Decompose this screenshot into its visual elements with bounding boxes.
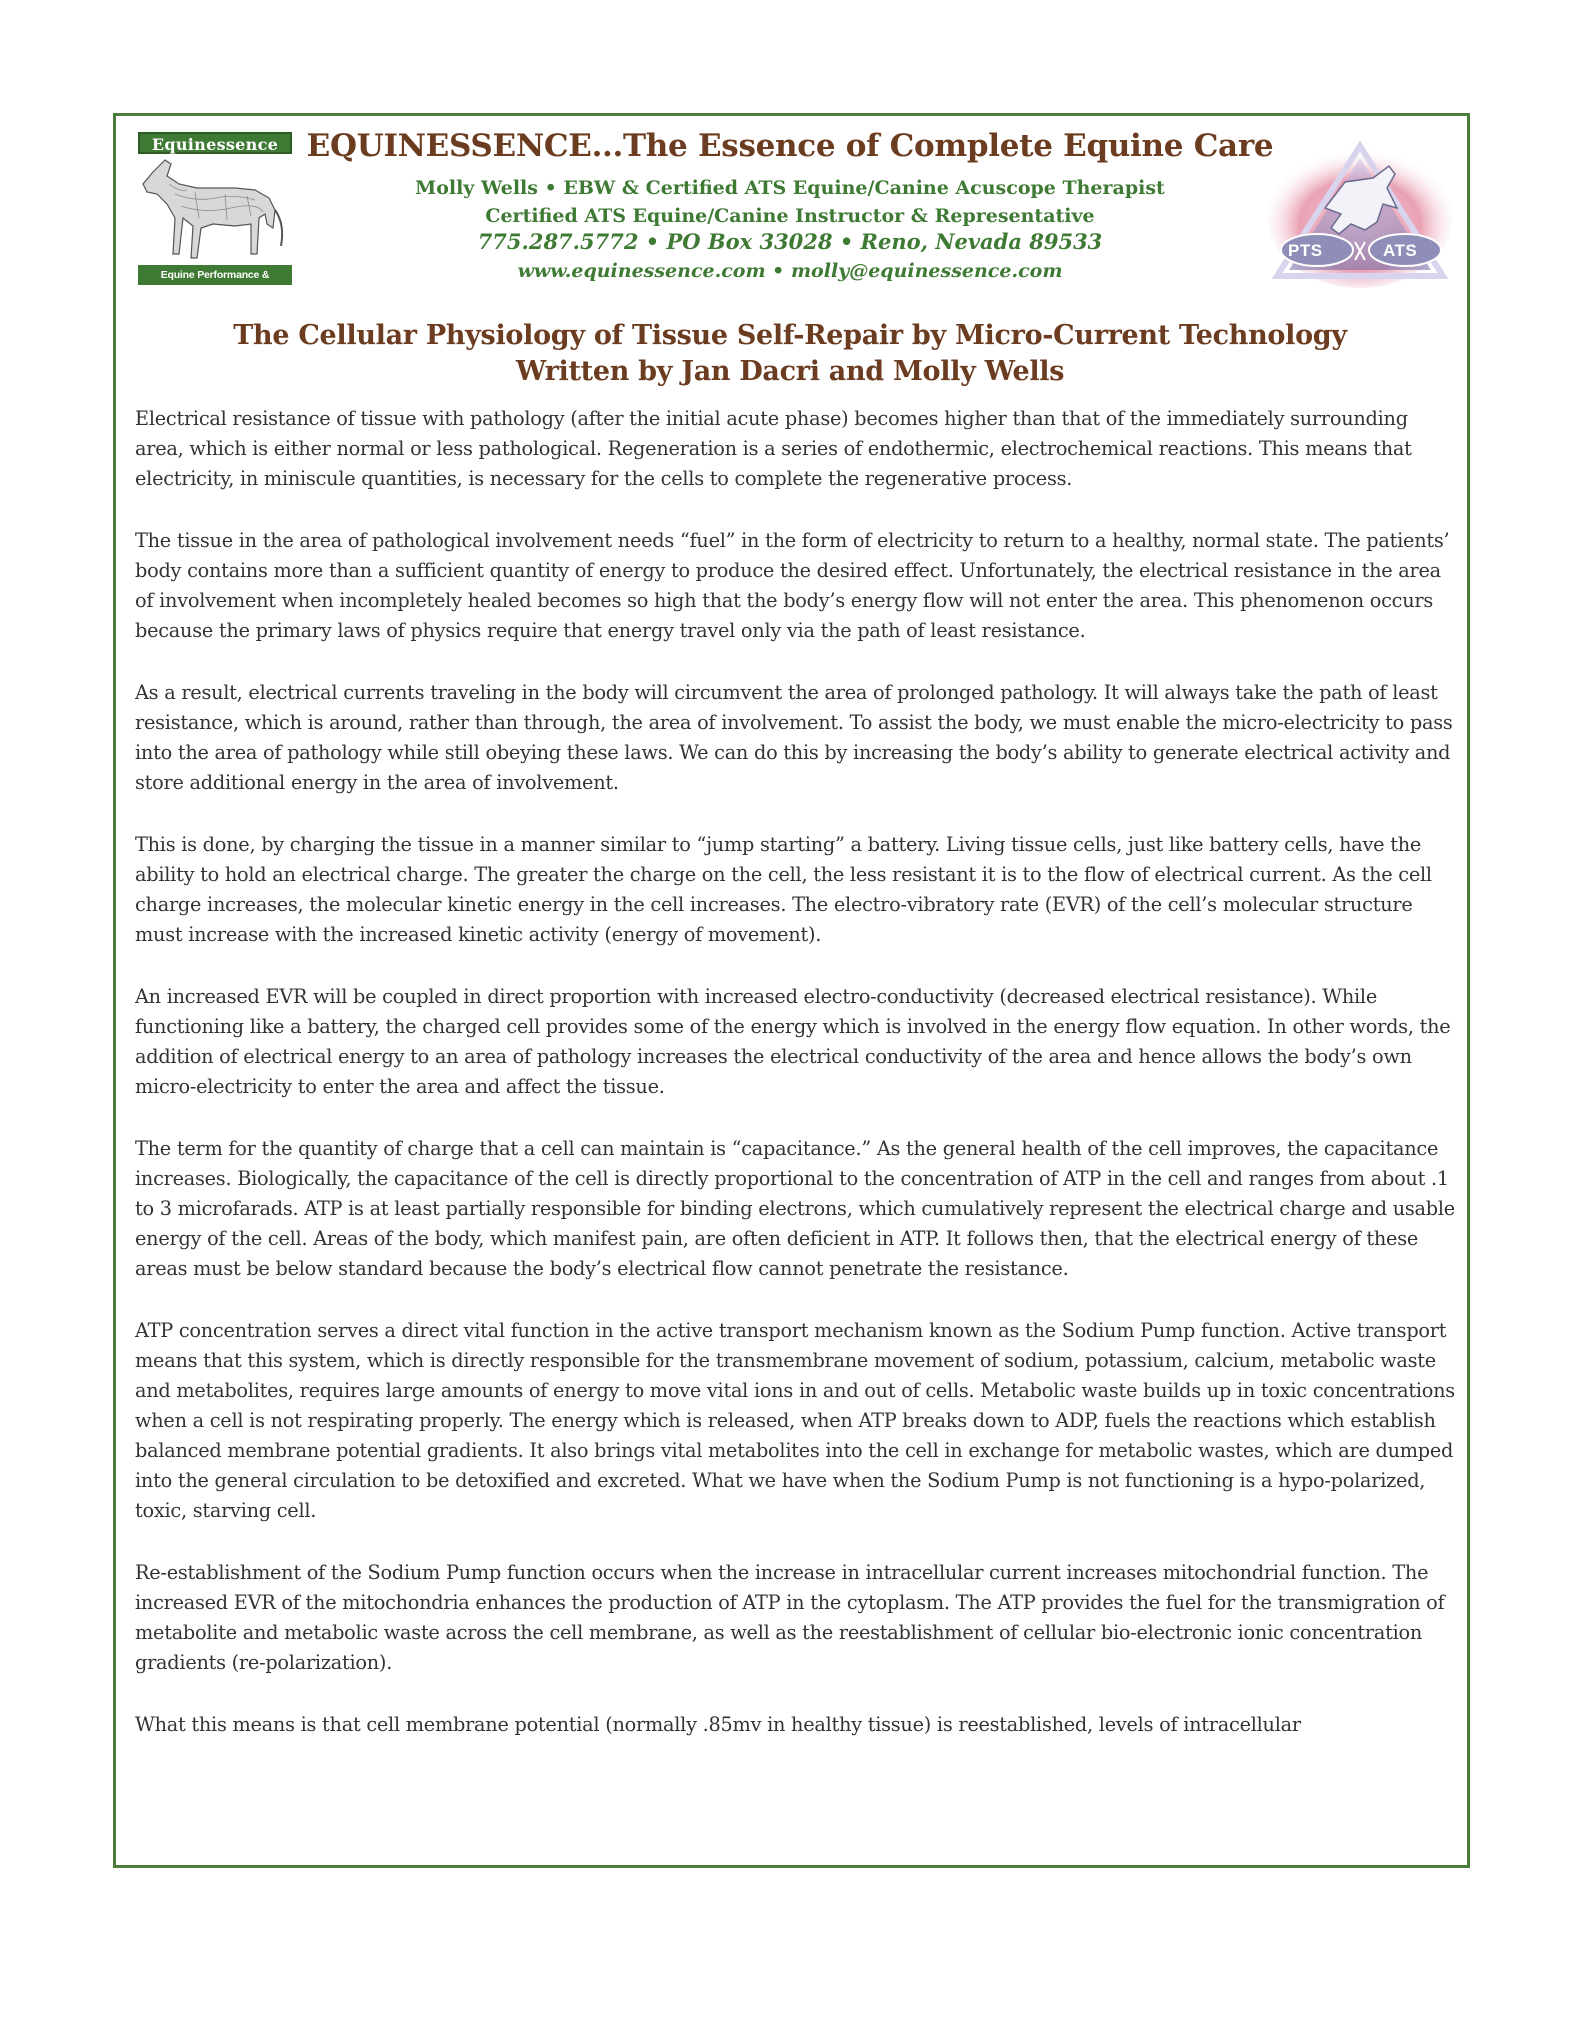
horse-anatomy-icon (135, 154, 295, 266)
paragraph: The term for the quantity of charge that a cell can maintain is “capacitance.” As the general health of the cell improves, the capacitance increases. Biologically, the capacitance of the cell is directly proportional to the concentration of ATP in the cell and ranges from about .1 to 3 microfarads. ATP is at least partially responsible for binding electrons, which cumulatively represent the electrical charge and usable energy of the cell. Areas of the body, which manifest pain, are often deficient in ATP. It follows then, that the electrical energy of these areas must be below standard because the body’s electrical flow cannot penetrate the resistance. (135, 1137, 1455, 1280)
paragraph: The tissue in the area of pathological involvement needs “fuel” in the form of electricity to return to a healthy, normal state. The patients’ body contains more than a sufficient quantity of energy to produce the desired effect. Unfortunately, the electrical resistance in the area of involvement when incompletely healed becomes so high that the body’s energy flow will not enter the area. This phenomenon occurs because the primary laws of physics require that energy travel only via the path of least resistance. (135, 529, 1450, 642)
header-certification: Certified ATS Equine/Canine Instructor & Representative (485, 205, 1095, 227)
pts-ats-logo (1265, 138, 1455, 298)
logo-brand-label: Equinessence (138, 132, 292, 154)
paragraph: Re-establishment of the Sodium Pump function occurs when the increase in intracellular current increases mitochondrial function. The increased EVR of the mitochondria enhances the production of ATP in the cytoplasm. The ATP provides the fuel for the transmigration of metabolite and metabolic waste across the cell membrane, as well as the reestablishment of cellular bio-electronic ionic concentration gradients (re-polarization). (135, 1561, 1445, 1674)
article-byline: Written by Jan Dacri and Molly Wells (515, 356, 1065, 387)
ats-label: ATS (1383, 241, 1418, 260)
header-contact: 775.287.5772 • PO Box 33028 • Reno, Nevada 89533 (477, 229, 1103, 254)
pts-label: PTS (1288, 241, 1323, 260)
paragraph: As a result, electrical currents traveling in the body will circumvent the area of prolonged pathology. It will always take the path of least resistance, which is around, rather than through, the area of involvement. To assist the body, we must enable the micro-electricity to pass into the area of pathology while still obeying these laws. We can do this by increasing the body’s ability to generate electrical activity and store additional energy in the area of involvement. (135, 681, 1453, 794)
paragraph: ATP concentration serves a direct vital function in the active transport mechanism known as the Sodium Pump function. Active transport means that this system, which is directly responsible for the transmembrane movement of sodium, potassium, calcium, metabolic waste and metabolites, requires large amounts of energy to move vital ions in and out of cells. Metabolic waste builds up in toxic concentrations when a cell is not respirating properly. The energy which is released, when ATP breaks down to ADP, fuels the reactions which establish balanced membrane potential gradients. It also brings vital metabolites into the cell in exchange for metabolic wastes, which are dumped into the general circulation to be detoxified and excreted. What we have when the Sodium Pump is not functioning is a hypo-polarized, toxic, starving cell. (135, 1319, 1455, 1522)
article-body (135, 404, 1455, 1772)
paragraph: Electrical resistance of tissue with pathology (after the initial acute phase) becomes higher than that of the immediately surrounding area, which is either normal or less pathological. Regeneration is a series of endothermic, electrochemical reactions. This means that electricity, in miniscule quantities, is necessary for the cells to complete the regenerative process. (135, 407, 1412, 490)
pts-ats-emblem-icon (1265, 138, 1455, 288)
logo-tagline: Equine Performance & Recovery Programs (138, 265, 292, 285)
article-title: The Cellular Physiology of Tissue Self-Repair by Micro-Current Technology (233, 320, 1347, 351)
header-web-email: www.equinessence.com • molly@equinessence.com (517, 260, 1063, 282)
equinessence-logo (135, 130, 295, 301)
paragraph: What this means is that cell membrane potential (normally .85mv in healthy tissue) is reestablished, levels of intracellular (135, 1713, 1301, 1736)
header-credentials: Molly Wells • EBW & Certified ATS Equine/Canine Acuscope Therapist (415, 177, 1165, 199)
paragraph: An increased EVR will be coupled in direct proportion with increased electro-conductivity (decreased electrical resistance). While functioning like a battery, the charged cell provides some of the energy which is involved in the energy flow equation. In other words, the addition of electrical energy to an area of pathology increases the electrical conductivity of the area and hence allows the body’s own micro-electricity to enter the area and affect the tissue. (135, 985, 1451, 1098)
header-title: EQUINESSENCE...The Essence of Complete Equine Care (306, 128, 1274, 164)
paragraph: This is done, by charging the tissue in a manner similar to “jump starting” a battery. Living tissue cells, just like battery cells, have the ability to hold an electrical charge. The greater the charge on the cell, the less resistant it is to the flow of electrical current. As the cell charge increases, the molecular kinetic energy in the cell increases. The electro-vibratory rate (EVR) of the cell’s molecular structure must increase with the increased kinetic activity (energy of movement). (135, 833, 1432, 946)
